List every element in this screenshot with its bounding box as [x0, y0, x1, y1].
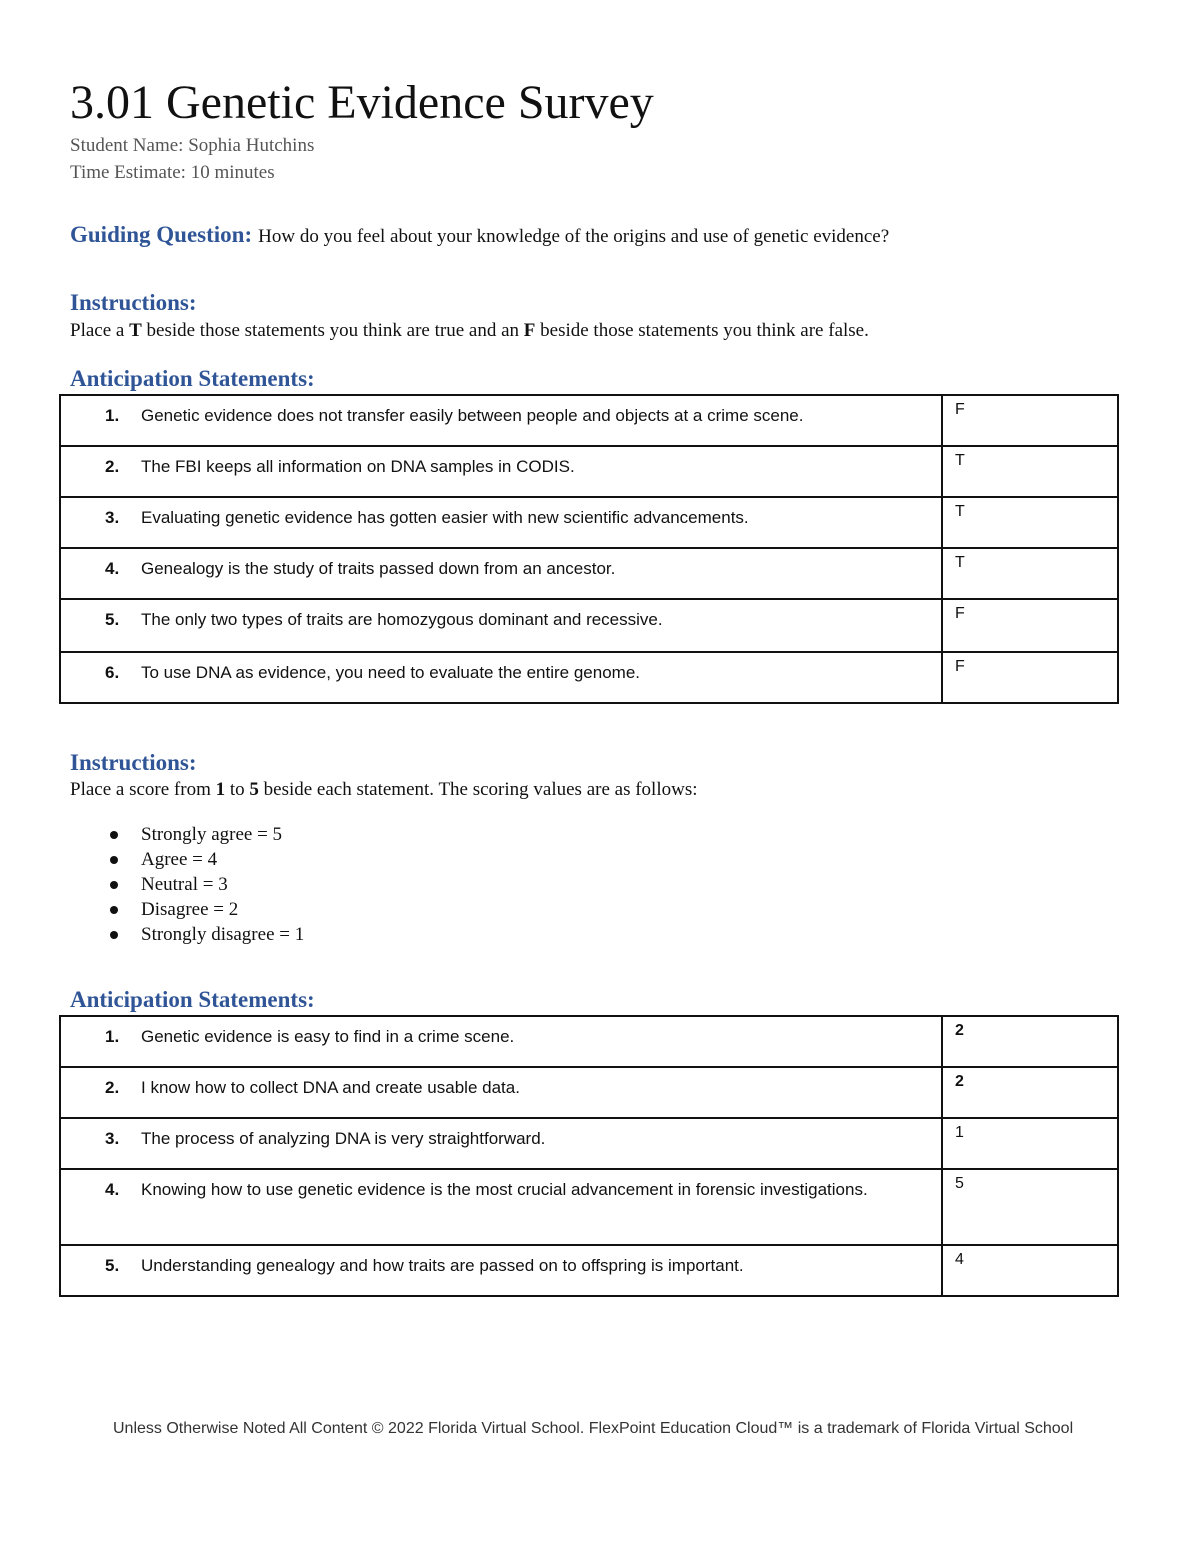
answer-cell[interactable]: F: [942, 599, 1118, 652]
statement-number: 3.: [105, 508, 120, 527]
statement-cell: [60, 599, 942, 652]
statement-text: To use DNA as evidence, you need to evaluate the entire genome.: [141, 663, 640, 682]
statement-number: 1.: [105, 406, 120, 425]
document-title: 3.01 Genetic Evidence Survey: [70, 76, 654, 129]
time-estimate: Time Estimate: 10 minutes: [70, 162, 275, 183]
statement-text: I know how to collect DNA and create usable data.: [141, 1078, 520, 1097]
scale-item: Disagree = 2: [70, 897, 304, 922]
statement-number: 2.: [105, 457, 120, 476]
footer-copyright: Unless Otherwise Noted All Content © 2022 Florida Virtual School. FlexPoint Education Cloud™ is a trademark of Florida Virtual School: [113, 1420, 1074, 1437]
statement-row: [60, 1118, 1118, 1169]
statement-cell: [60, 1016, 942, 1067]
answer-cell[interactable]: F: [942, 395, 1118, 446]
statement-row: [60, 1245, 1118, 1296]
statement-row: [60, 395, 1118, 446]
true-false-table: [59, 394, 1119, 704]
instructions-text-2: Place a score from 1 to 5 beside each statement. The scoring values are as follows:: [70, 779, 698, 800]
student-name: Student Name: Sophia Hutchins: [70, 135, 315, 156]
answer-cell[interactable]: 4: [942, 1245, 1118, 1296]
statement-number: 5.: [105, 1256, 120, 1275]
statement-cell: [60, 497, 942, 548]
scoring-scale-list: [70, 822, 304, 947]
statement-text: Genetic evidence is easy to find in a crime scene.: [141, 1027, 515, 1046]
statement-row: [60, 1067, 1118, 1118]
answer-cell[interactable]: 5: [942, 1169, 1118, 1245]
statement-row: [60, 652, 1118, 703]
statement-number: 5.: [105, 610, 120, 629]
statement-cell: [60, 1067, 942, 1118]
statement-text: The FBI keeps all information on DNA samples in CODIS.: [141, 457, 575, 476]
guiding-question-text: How do you feel about your knowledge of the origins and use of genetic evidence?: [258, 226, 890, 247]
statement-cell: [60, 1245, 942, 1296]
statement-text: Genealogy is the study of traits passed down from an ancestor.: [141, 559, 616, 578]
statement-row: [60, 1169, 1118, 1245]
statement-row: [60, 599, 1118, 652]
answer-cell[interactable]: T: [942, 446, 1118, 497]
guiding-question: [70, 222, 889, 248]
statement-text: The process of analyzing DNA is very straightforward.: [141, 1129, 546, 1148]
statement-cell: [60, 1118, 942, 1169]
answer-cell[interactable]: 2: [942, 1016, 1118, 1067]
statement-text: The only two types of traits are homozygous dominant and recessive.: [141, 610, 663, 629]
statement-row: [60, 446, 1118, 497]
answer-cell[interactable]: T: [942, 548, 1118, 599]
statement-number: 1.: [105, 1027, 120, 1046]
statement-cell: [60, 395, 942, 446]
statement-cell: [60, 1169, 942, 1245]
statement-number: 4.: [105, 1180, 120, 1199]
statement-number: 2.: [105, 1078, 120, 1097]
answer-cell[interactable]: 2: [942, 1067, 1118, 1118]
answer-cell[interactable]: T: [942, 497, 1118, 548]
scale-item: Neutral = 3: [70, 872, 304, 897]
statement-number: 3.: [105, 1129, 120, 1148]
answer-cell[interactable]: 1: [942, 1118, 1118, 1169]
score-table: [59, 1015, 1119, 1297]
statement-text: Genetic evidence does not transfer easily between people and objects at a crime scene.: [141, 406, 804, 425]
statement-cell: [60, 446, 942, 497]
statement-cell: [60, 652, 942, 703]
guiding-question-label: Guiding Question:: [70, 222, 253, 247]
instructions-text-1: Place a T beside those statements you think are true and an F beside those statements you think are false.: [70, 320, 869, 341]
statement-row: [60, 497, 1118, 548]
answer-cell[interactable]: F: [942, 652, 1118, 703]
statement-cell: [60, 548, 942, 599]
statement-number: 4.: [105, 559, 120, 578]
statement-row: [60, 548, 1118, 599]
statement-text: Knowing how to use genetic evidence is the most crucial advancement in forensic investigations.: [141, 1180, 868, 1199]
scale-item: Strongly disagree = 1: [70, 922, 304, 947]
instructions-heading-1: Instructions:: [70, 290, 197, 315]
scale-item: Agree = 4: [70, 847, 304, 872]
anticipation-heading-2: Anticipation Statements:: [70, 987, 315, 1012]
scale-item: Strongly agree = 5: [70, 822, 304, 847]
anticipation-heading-1: Anticipation Statements:: [70, 366, 315, 391]
statement-number: 6.: [105, 663, 120, 682]
statement-text: Understanding genealogy and how traits are passed on to offspring is important.: [141, 1256, 744, 1275]
instructions-heading-2: Instructions:: [70, 750, 197, 775]
statement-row: [60, 1016, 1118, 1067]
statement-text: Evaluating genetic evidence has gotten easier with new scientific advancements.: [141, 508, 749, 527]
